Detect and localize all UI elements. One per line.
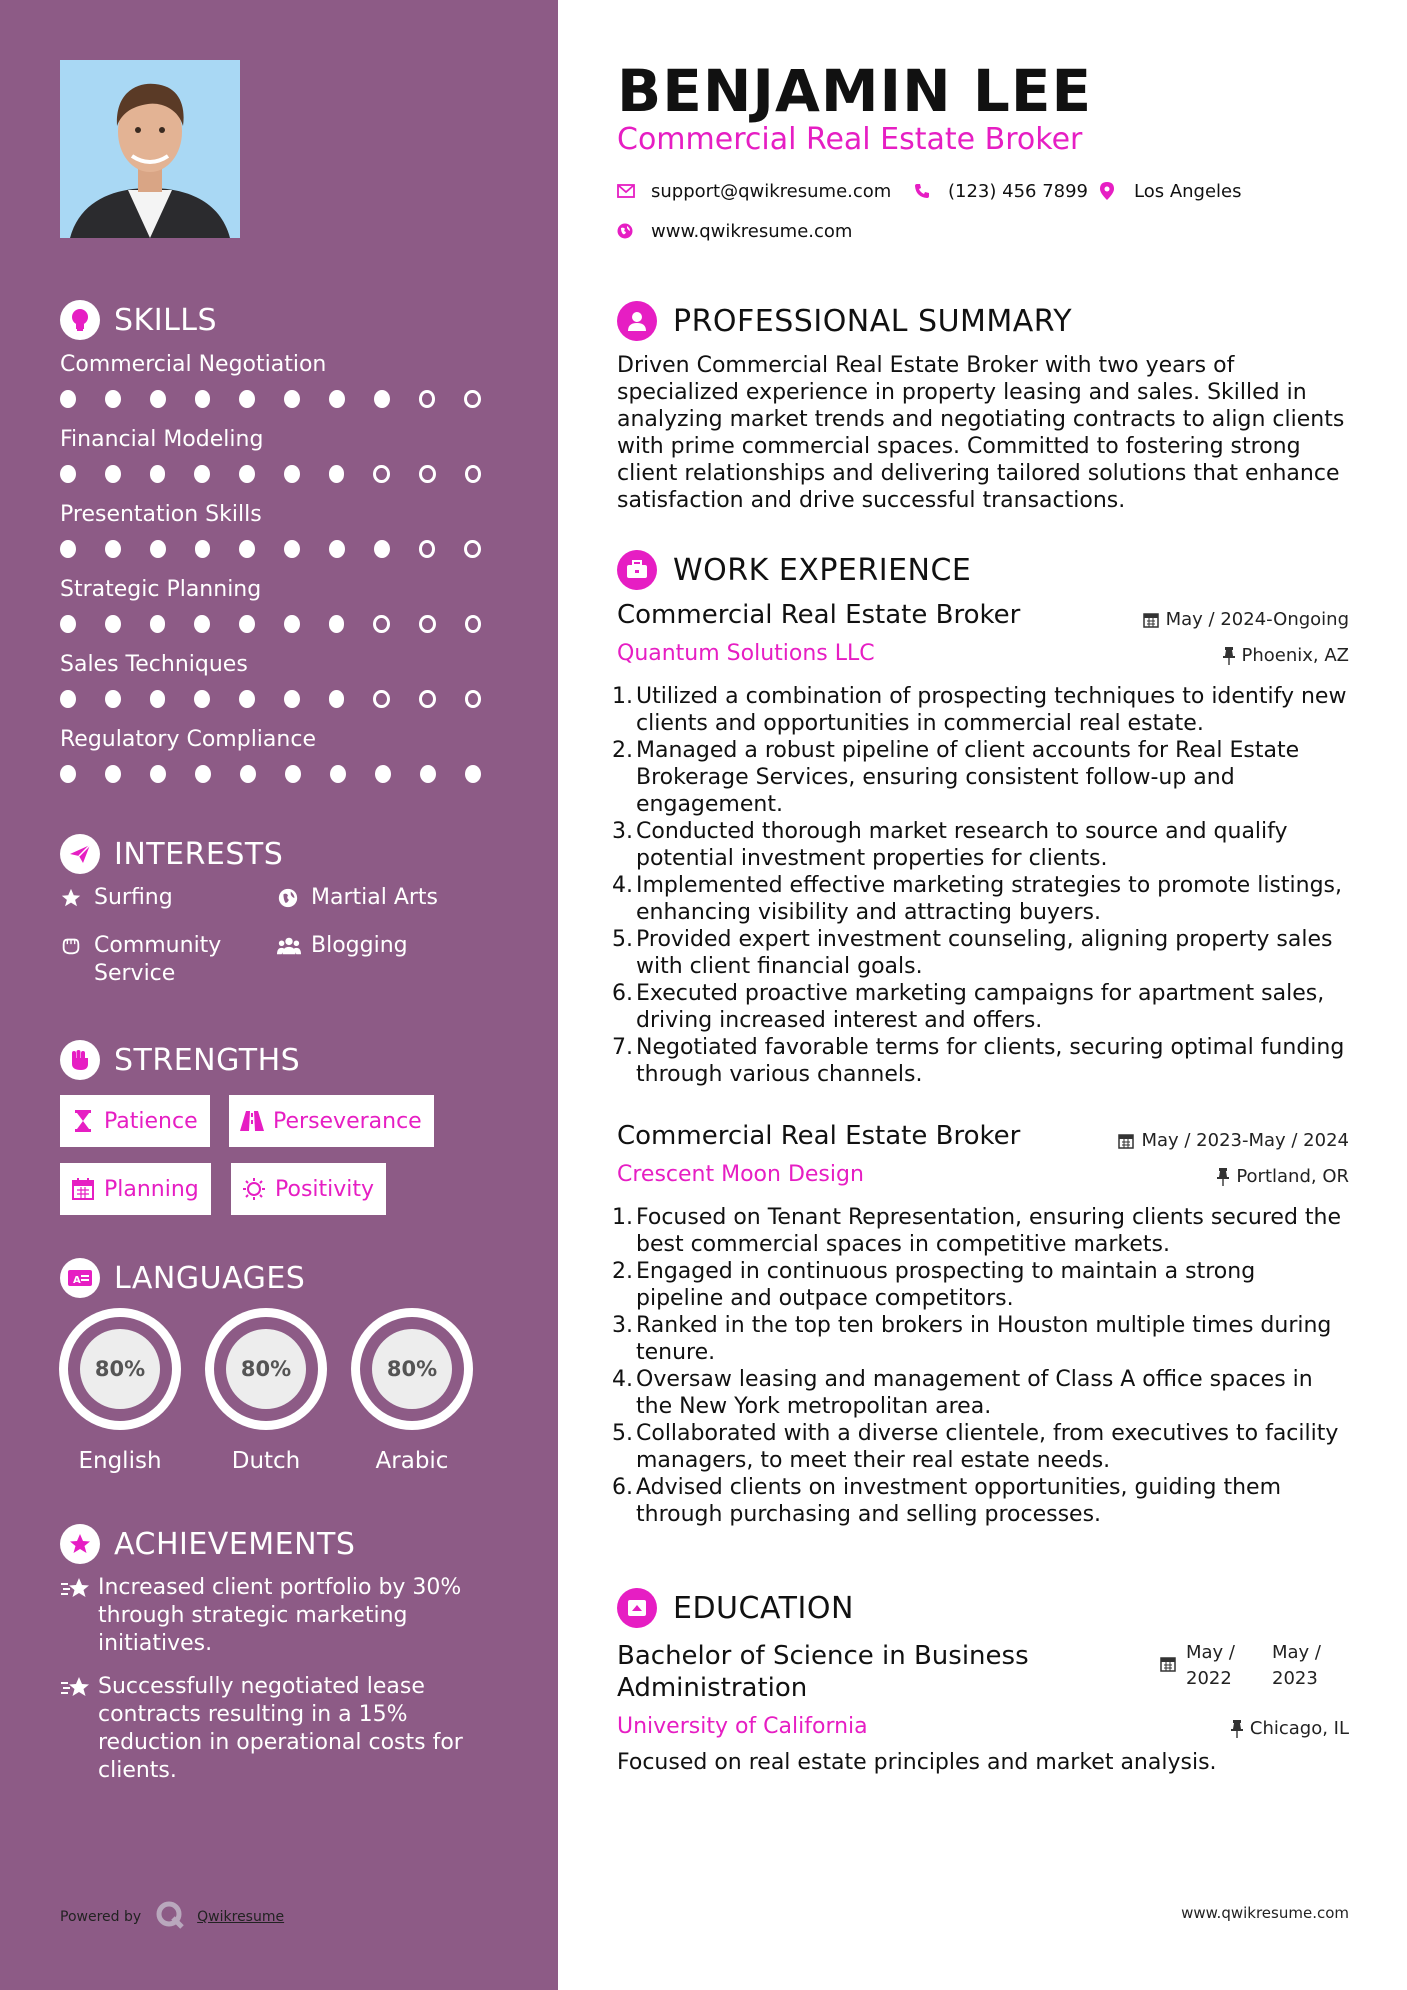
rating-dot-filled	[195, 540, 211, 558]
globe-icon	[277, 884, 303, 912]
user-icon	[617, 301, 657, 341]
bullet-text: Implemented effective marketing strategies to promote listings, enhancing visibility and attracting buyers.	[636, 873, 1342, 925]
rating-dot-filled	[239, 540, 255, 558]
job-bullet	[612, 818, 1347, 872]
graduation-icon	[617, 1588, 657, 1628]
calendar-icon	[1160, 1640, 1176, 1692]
rating-dot-filled	[239, 465, 255, 483]
contact-email[interactable]: support@qwikresume.com	[617, 180, 891, 202]
interest-item: Martial Arts	[277, 884, 438, 912]
bullet-text: Executed proactive marketing campaigns for apartment sales, driving increased interest and offers.	[636, 981, 1325, 1033]
rating-dot-filled	[240, 765, 256, 783]
users-icon	[277, 932, 303, 960]
envelope-icon	[617, 180, 639, 202]
rating-dot-filled	[194, 465, 210, 483]
rating-dot-filled	[150, 615, 166, 633]
language-item: 80% English	[59, 1308, 181, 1474]
bullet-text: Negotiated favorable terms for clients, securing optimal funding through various channels.	[636, 1035, 1345, 1087]
job-bullet	[612, 1474, 1347, 1528]
language-progress-ring: 80%	[59, 1308, 181, 1430]
skill-item	[60, 425, 510, 483]
bullet-text: Advised clients on investment opportunities, guiding them through purchasing and selling processes.	[636, 1475, 1281, 1527]
lightbulb-icon	[60, 300, 100, 340]
rating-dot-filled	[105, 390, 121, 408]
rating-dot-empty	[419, 390, 436, 408]
rating-dot-empty	[465, 615, 482, 633]
rating-dot-filled	[329, 540, 345, 558]
achievement-item: Successfully negotiated lease contracts resulting in a 15% reduction in operational costs for clients.	[60, 1673, 500, 1785]
bullet-number: 5.	[612, 1421, 633, 1446]
skill-name: Sales Techniques	[60, 652, 248, 677]
skill-name: Regulatory Compliance	[60, 727, 316, 752]
job-bullet	[612, 737, 1347, 818]
rating-dot-filled	[194, 615, 210, 633]
bullet-number: 6.	[612, 1475, 633, 1500]
candidate-name: BENJAMIN LEE	[617, 57, 1093, 125]
hourglass-icon	[70, 1107, 96, 1135]
pushpin-icon	[1223, 647, 1235, 665]
job-date: May / 2024-Ongoing	[1143, 609, 1349, 630]
bullet-number: 6.	[612, 981, 633, 1006]
rating-dot-filled	[420, 765, 436, 783]
rating-dot-filled	[329, 690, 345, 708]
skill-rating	[60, 540, 510, 558]
powered-by: Powered by Qwikresume	[60, 1900, 284, 1934]
job-bullet	[612, 1034, 1347, 1088]
rating-dot-filled	[105, 465, 121, 483]
skill-name: Commercial Negotiation	[60, 352, 327, 377]
rating-dot-empty	[373, 615, 390, 633]
skill-rating	[60, 765, 510, 783]
globe-icon	[617, 220, 639, 242]
bullet-text: Provided expert investment counseling, aligning property sales with client financial goals.	[636, 927, 1333, 979]
rating-dot-filled	[329, 465, 345, 483]
rating-dot-filled	[374, 540, 390, 558]
rating-dot-filled	[195, 765, 211, 783]
rating-dot-filled	[105, 690, 121, 708]
bullet-number: 3.	[612, 819, 633, 844]
languages-heading: A LANGUAGES	[60, 1258, 305, 1298]
job-bullet-list	[612, 1204, 1347, 1528]
road-icon	[239, 1107, 265, 1135]
bullet-number: 5.	[612, 927, 633, 952]
pushpin-icon	[1217, 1168, 1229, 1186]
rating-dot-filled	[284, 540, 300, 558]
bullet-text: Engaged in continuous prospecting to maintain a strong pipeline and outpace competitors.	[636, 1259, 1256, 1311]
job-title: Commercial Real Estate Broker	[617, 600, 1021, 630]
job-bullet	[612, 1366, 1347, 1420]
skill-name: Strategic Planning	[60, 577, 262, 602]
shooting-star-icon	[60, 1673, 98, 1785]
skill-item	[60, 350, 510, 408]
job-bullet-list	[612, 683, 1347, 1088]
rating-dot-filled	[150, 690, 166, 708]
job-location: Portland, OR	[1217, 1166, 1349, 1187]
bullet-number: 7.	[612, 1035, 633, 1060]
bullet-number: 2.	[612, 1259, 633, 1284]
rating-dot-filled	[329, 390, 345, 408]
svg-text:A: A	[73, 1275, 81, 1286]
strength-tag-positivity: Positivity	[231, 1163, 386, 1215]
school-name: University of California	[617, 1714, 868, 1739]
achievements-heading: ACHIEVEMENTS	[60, 1524, 355, 1564]
rating-dot-filled	[195, 390, 211, 408]
job-bullet	[612, 872, 1347, 926]
rating-dot-filled	[239, 690, 255, 708]
bullet-number: 3.	[612, 1313, 633, 1338]
bullet-number: 4.	[612, 873, 633, 898]
star-badge-icon	[60, 1524, 100, 1564]
rating-dot-empty	[373, 690, 390, 708]
contact-website[interactable]: www.qwikresume.com	[617, 220, 852, 242]
language-icon	[60, 1258, 100, 1298]
achievement-item: Increased client portfolio by 30% through strategic marketing initiatives.	[60, 1574, 500, 1658]
skill-name: Financial Modeling	[60, 427, 264, 452]
bullet-number: 4.	[612, 1367, 633, 1392]
education-date: May / 2022 May / 2023	[1160, 1640, 1342, 1692]
hand-icon	[60, 932, 86, 960]
rating-dot-filled	[284, 690, 300, 708]
job-bullet	[612, 926, 1347, 980]
rating-dot-filled	[150, 390, 166, 408]
bullet-text: Ranked in the top ten brokers in Houston multiple times during tenure.	[636, 1313, 1332, 1365]
qwikresume-logo-icon	[155, 1900, 185, 1934]
rating-dot-filled	[105, 615, 121, 633]
job-company: Crescent Moon Design	[617, 1162, 864, 1187]
rating-dot-filled	[375, 765, 391, 783]
rating-dot-empty	[373, 465, 390, 483]
briefcase-icon	[617, 550, 657, 590]
skill-item	[60, 725, 510, 783]
degree-title: Bachelor of Science in Business Administration	[617, 1641, 1029, 1703]
skill-item	[60, 500, 510, 558]
qwikresume-link[interactable]: Qwikresume	[197, 1909, 285, 1925]
bullet-text: Managed a robust pipeline of client accounts for Real Estate Brokerage Services, ensuring consistent follow-up and engagement.	[636, 738, 1300, 817]
pushpin-icon	[1231, 1720, 1243, 1738]
interest-item: Surfing	[60, 884, 173, 912]
skill-rating	[60, 615, 510, 633]
rating-dot-filled	[60, 765, 76, 783]
job-bullet	[612, 683, 1347, 737]
rating-dot-filled	[105, 540, 121, 558]
education-description: Focused on real estate principles and market analysis.	[617, 1750, 1217, 1775]
bullet-text: Focused on Tenant Representation, ensuring clients secured the best commercial spaces in competitive markets.	[636, 1205, 1342, 1257]
rating-dot-filled	[329, 615, 345, 633]
phone-icon	[914, 180, 936, 202]
bullet-number: 2.	[612, 738, 633, 763]
rating-dot-filled	[60, 690, 76, 708]
rating-dot-empty	[465, 465, 482, 483]
skills-heading: SKILLS	[60, 300, 217, 340]
rating-dot-filled	[150, 540, 166, 558]
rating-dot-filled	[284, 615, 300, 633]
job-bullet	[612, 980, 1347, 1034]
contact-phone[interactable]: (123) 456 7899	[914, 180, 1088, 202]
sun-icon	[241, 1175, 267, 1203]
calendar-icon	[1143, 612, 1159, 628]
skill-rating	[60, 465, 510, 483]
skill-rating	[60, 390, 510, 408]
interest-item: Community Service	[60, 932, 260, 988]
rating-dot-empty	[419, 540, 436, 558]
job-bullet	[612, 1204, 1347, 1258]
rating-dot-filled	[60, 615, 76, 633]
language-item: 80% Dutch	[205, 1308, 327, 1474]
rating-dot-filled	[60, 390, 76, 408]
rating-dot-empty	[419, 690, 436, 708]
language-progress-ring: 80%	[351, 1308, 473, 1430]
profile-photo	[60, 60, 240, 238]
job-bullet	[612, 1258, 1347, 1312]
rating-dot-empty	[464, 390, 481, 408]
map-pin-icon	[1100, 180, 1122, 202]
education-heading: EDUCATION	[617, 1588, 854, 1628]
paper-plane-icon	[60, 834, 100, 874]
rating-dot-filled	[284, 390, 300, 408]
bullet-text: Utilized a combination of prospecting techniques to identify new clients and opportunities in commercial real estate.	[636, 684, 1347, 736]
summary-heading: PROFESSIONAL SUMMARY	[617, 301, 1072, 341]
rating-dot-empty	[465, 690, 482, 708]
rating-dot-filled	[239, 390, 255, 408]
job-location: Phoenix, AZ	[1223, 645, 1350, 666]
fist-icon	[60, 1040, 100, 1080]
rating-dot-filled	[285, 765, 301, 783]
summary-text: Driven Commercial Real Estate Broker with two years of specialized experience in property leasing and sales. Skilled in analyzing market trends and negotiating contracts to align clients with prime commercial spaces. Committed to fostering strong client relationships and delivering tailored solutions that enhance satisfaction and drive successful transactions.	[617, 353, 1345, 513]
rating-dot-empty	[419, 465, 436, 483]
rating-dot-filled	[150, 765, 166, 783]
interest-item: Blogging	[277, 932, 408, 960]
bullet-number: 1.	[612, 1205, 633, 1230]
bullet-text: Oversaw leasing and management of Class A office spaces in the New York metropolitan area.	[636, 1367, 1313, 1419]
skill-item	[60, 575, 510, 633]
rating-dot-empty	[464, 540, 481, 558]
strengths-heading: STRENGTHS	[60, 1040, 300, 1080]
bullet-text: Conducted thorough market research to source and qualify potential investment properties for clients.	[636, 819, 1288, 871]
rating-dot-filled	[150, 465, 166, 483]
strength-tag-perseverance: Perseverance	[229, 1095, 434, 1147]
skill-name: Presentation Skills	[60, 502, 262, 527]
strength-tag-patience: Patience	[60, 1095, 210, 1147]
rating-dot-filled	[60, 465, 76, 483]
bullet-number: 1.	[612, 684, 633, 709]
calendar-icon	[70, 1175, 96, 1203]
bullet-text: Collaborated with a diverse clientele, from executives to facility managers, to meet their real estate needs.	[636, 1421, 1339, 1473]
contact-location: Los Angeles	[1100, 180, 1242, 202]
strength-tag-planning: Planning	[60, 1163, 211, 1215]
job-bullet	[612, 1420, 1347, 1474]
rating-dot-filled	[284, 465, 300, 483]
shooting-star-icon	[60, 1574, 98, 1658]
rating-dot-filled	[465, 765, 481, 783]
rating-dot-filled	[330, 765, 346, 783]
language-progress-ring: 80%	[205, 1308, 327, 1430]
candidate-role: Commercial Real Estate Broker	[617, 122, 1083, 157]
school-location: Chicago, IL	[1231, 1718, 1349, 1739]
skill-item	[60, 650, 510, 708]
footer-website[interactable]: www.qwikresume.com	[1181, 1904, 1349, 1922]
experience-heading: WORK EXPERIENCE	[617, 550, 971, 590]
job-company: Quantum Solutions LLC	[617, 641, 875, 666]
star-icon	[60, 884, 86, 912]
rating-dot-filled	[105, 765, 121, 783]
skill-rating	[60, 690, 510, 708]
job-bullet	[612, 1312, 1347, 1366]
job-title: Commercial Real Estate Broker	[617, 1121, 1021, 1151]
rating-dot-empty	[419, 615, 436, 633]
rating-dot-filled	[60, 540, 76, 558]
rating-dot-filled	[239, 615, 255, 633]
calendar-icon	[1118, 1133, 1134, 1149]
job-date: May / 2023-May / 2024	[1118, 1130, 1349, 1151]
interests-heading: INTERESTS	[60, 834, 283, 874]
language-item: 80% Arabic	[351, 1308, 473, 1474]
rating-dot-filled	[374, 390, 390, 408]
rating-dot-filled	[194, 690, 210, 708]
sidebar	[0, 0, 558, 1990]
